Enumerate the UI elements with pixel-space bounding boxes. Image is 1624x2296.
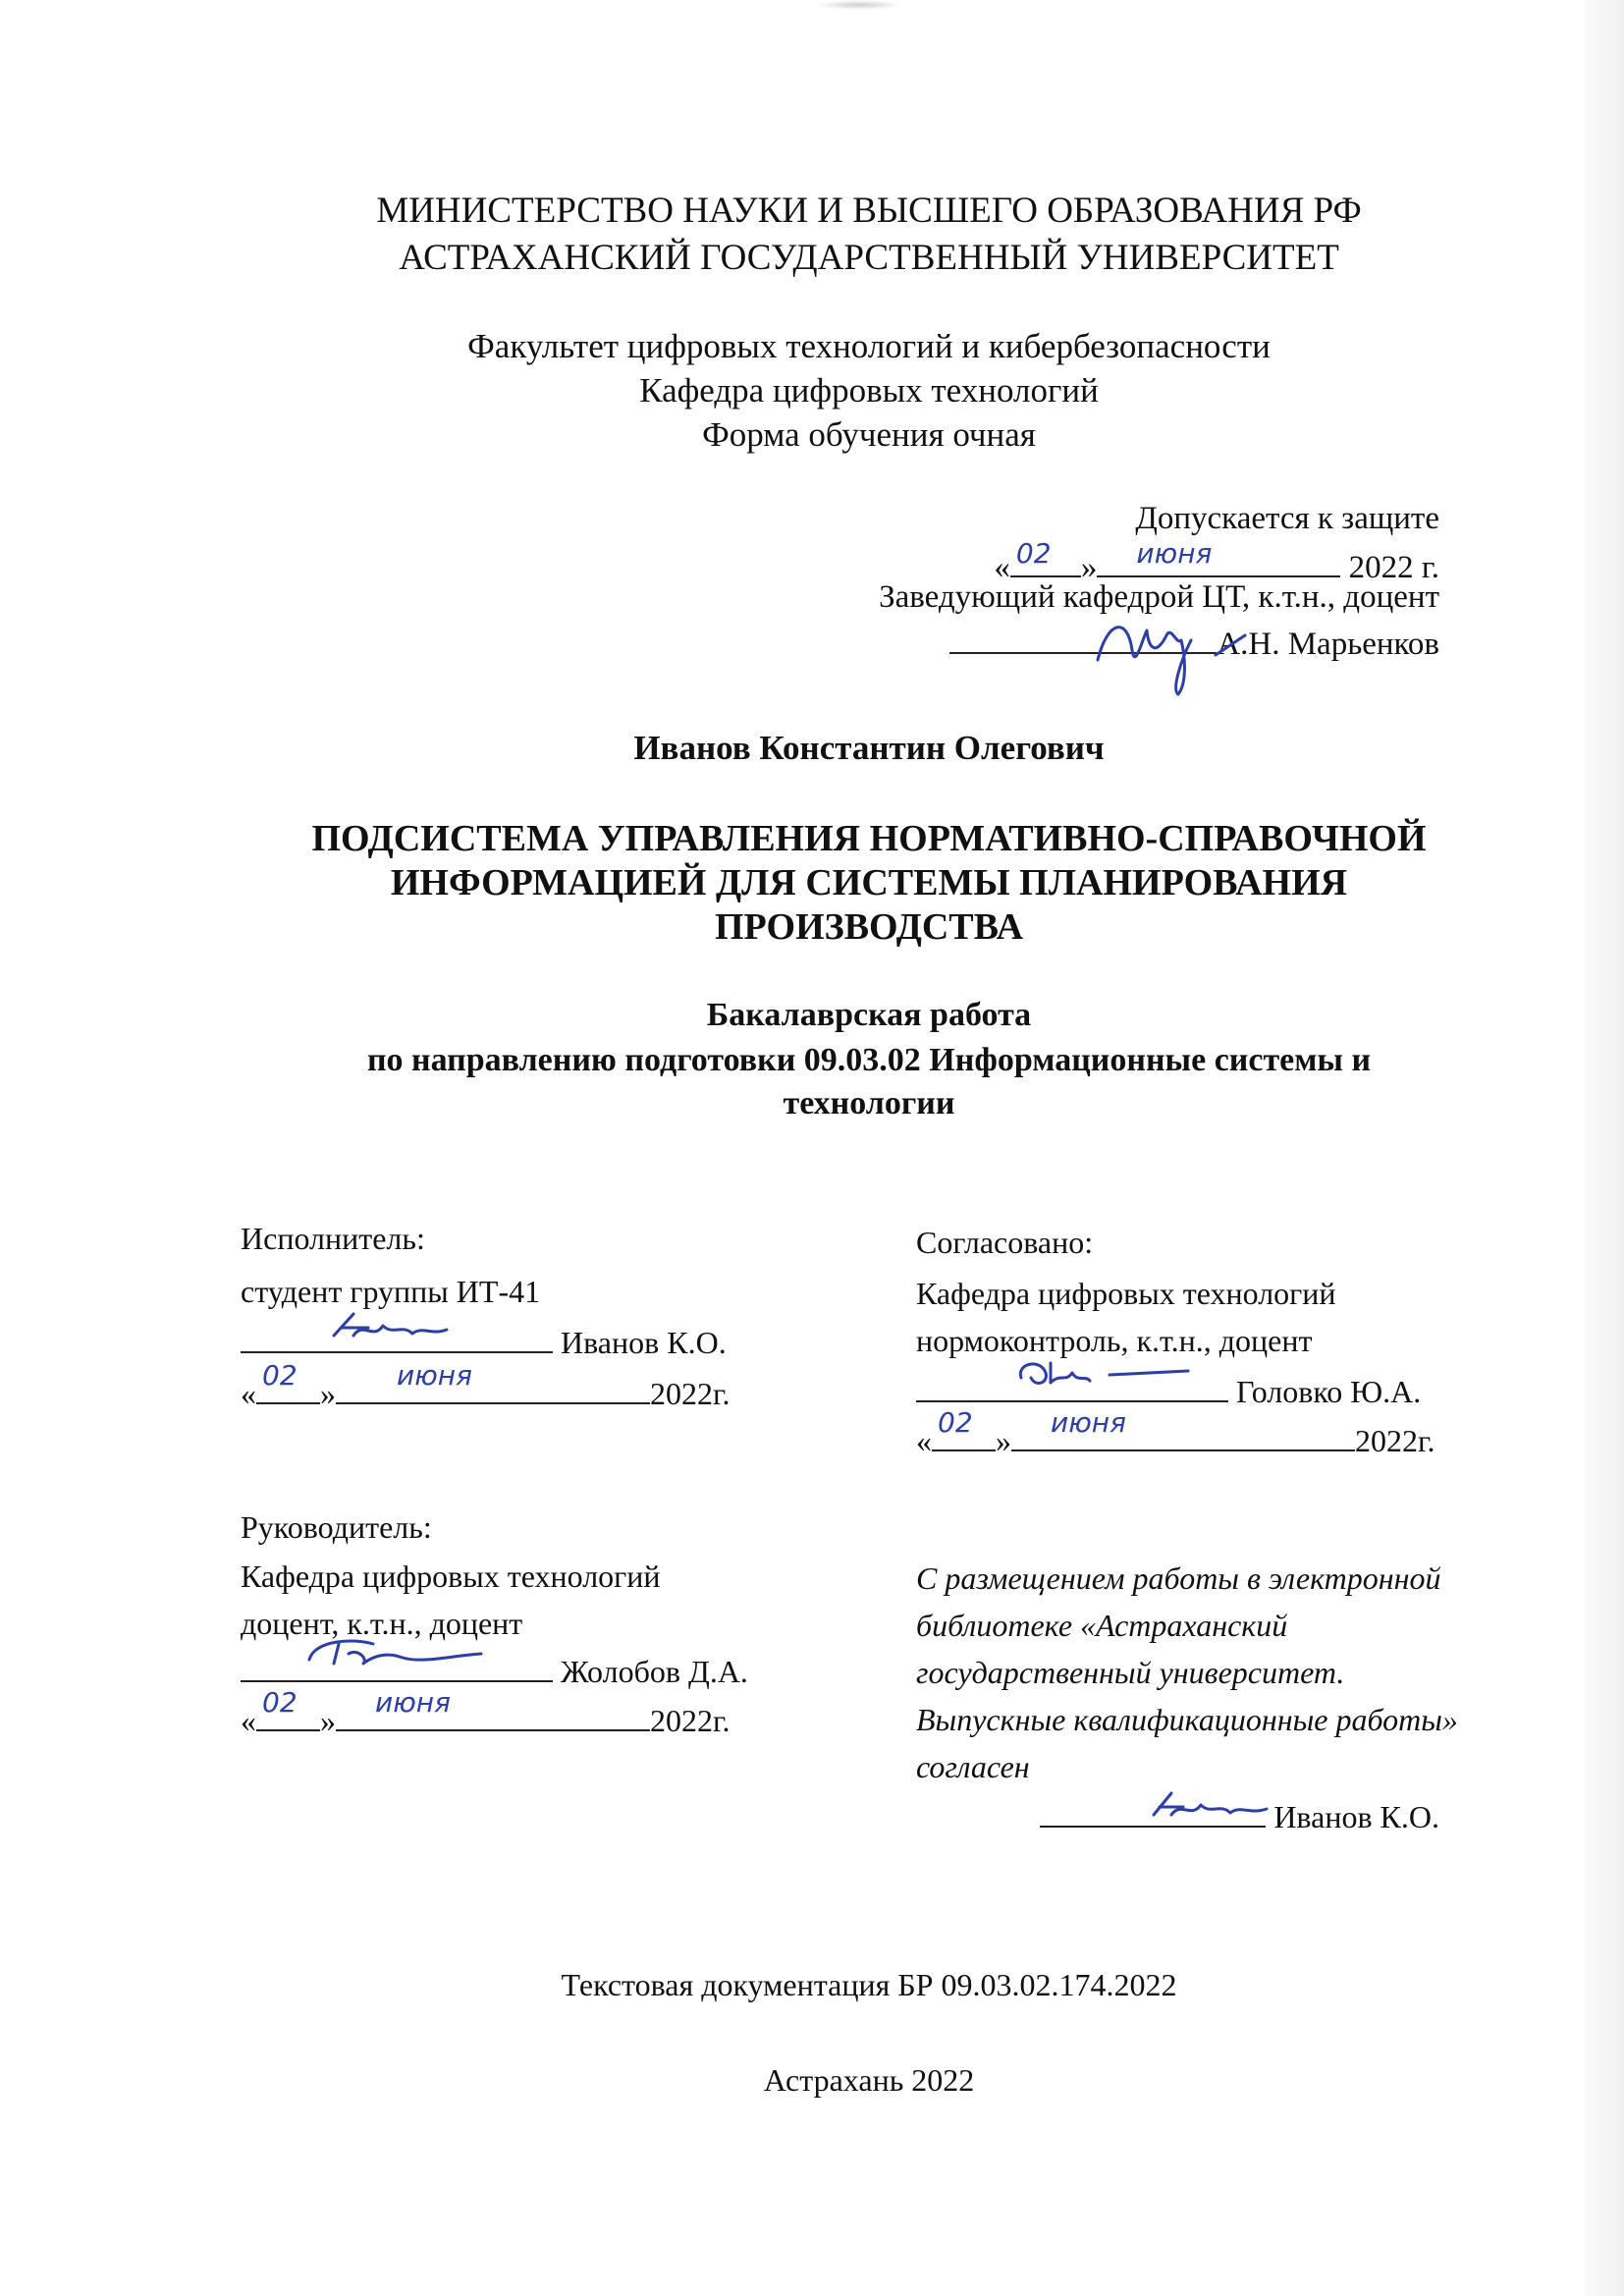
supervisor-signature (295, 1630, 491, 1679)
agreed-day-field (932, 1406, 996, 1451)
supervisor-label: Руководитель: (241, 1509, 432, 1545)
admitted-label: Допускается к защите (1135, 501, 1439, 536)
header-university: АСТРАХАНСКИЙ ГОСУДАРСТВЕННЫЙ УНИВЕРСИТЕТ (399, 238, 1339, 278)
header-ministry: МИНИСТЕРСТВО НАУКИ И ВЫСШЕГО ОБРАЗОВАНИЯ РФ (376, 191, 1362, 231)
work-direction-cont: технологии (783, 1085, 955, 1121)
agreed-day-handwritten: 02 (938, 1406, 973, 1439)
date-open-quote: « (994, 550, 1010, 585)
executor-signature-line (241, 1316, 727, 1367)
executor-day-field (256, 1359, 320, 1404)
agreed-date: « 02 » июня 2022г. (916, 1414, 1435, 1465)
executor-signature (324, 1306, 461, 1355)
consent-line-3: государственный университет. (916, 1655, 1345, 1690)
agreed-year: 2022г. (1355, 1423, 1435, 1458)
consent-line-2: библиотеке «Астраханский (916, 1608, 1288, 1643)
work-direction: по направлению подготовки 09.03.02 Информационные системы и (366, 1042, 1372, 1078)
supervisor-department: Кафедра цифровых технологий (241, 1558, 661, 1594)
approval-month-handwritten: июня (1136, 537, 1213, 570)
doc-code: Текстовая документация БР 09.03.02.174.2022 (561, 1967, 1177, 2002)
agreed-department: Кафедра цифровых технологий (916, 1276, 1336, 1311)
agreed-month-handwritten: июня (1051, 1406, 1126, 1439)
approval-day-handwritten: 02 (1015, 537, 1052, 570)
consent-name: Иванов К.О. (1273, 1799, 1439, 1834)
executor-label: Исполнитель: (241, 1221, 425, 1256)
consent-signature (1144, 1787, 1281, 1827)
approval-year: 2022 г. (1348, 550, 1439, 585)
thesis-title-line-1: ПОДСИСТЕМА УПРАВЛЕНИЯ НОРМАТИВНО-СПРАВОЧНОЙ (311, 818, 1427, 859)
supervisor-date: « 02 » июня 2022г. (241, 1694, 731, 1745)
head-name: А.Н. Марьенков (1217, 627, 1439, 662)
date-close-quote: » (1080, 550, 1098, 585)
executor-month-handwritten: июня (397, 1359, 472, 1392)
agreed-label: Согласовано: (916, 1225, 1094, 1260)
consent-line-1: С размещением работы в электронной (916, 1560, 1441, 1596)
head-signature (1088, 601, 1265, 699)
supervisor-role: доцент, к.т.н., доцент (241, 1606, 523, 1641)
study-form: Форма обучения очная (702, 415, 1036, 454)
thesis-title-line-3: ПРОИЗВОДСТВА (714, 906, 1024, 948)
head-role: Заведующий кафедрой ЦТ, к.т.н., доцент (879, 579, 1439, 615)
agreed-role: нормоконтроль, к.т.н., доцент (916, 1323, 1313, 1358)
executor-date: « 02 » июня 2022г. (241, 1367, 731, 1418)
department-name: Кафедра цифровых технологий (639, 371, 1099, 410)
executor-group: студент группы ИТ-41 (241, 1274, 541, 1309)
faculty-name: Факультет цифровых технологий и кибербезопасности (467, 327, 1271, 365)
city-year: Астрахань 2022 (763, 2062, 975, 2098)
agreed-signature (1011, 1353, 1208, 1402)
thesis-title-line-2: ИНФОРМАЦИЕЙ ДЛЯ СИСТЕМЫ ПЛАНИРОВАНИЯ (390, 862, 1348, 903)
approval-day-field (1010, 537, 1081, 577)
author-name: Иванов Константин Олегович (633, 729, 1105, 767)
supervisor-day-field (256, 1686, 320, 1731)
supervisor-name: Жолобов Д.А. (561, 1654, 748, 1689)
executor-day-handwritten: 02 (262, 1359, 298, 1392)
supervisor-month-handwritten: июня (375, 1686, 451, 1719)
agreed-name: Головко Ю.А. (1236, 1374, 1422, 1409)
approval-month-field (1097, 537, 1340, 577)
supervisor-year: 2022г. (650, 1703, 731, 1738)
consent-line-4: Выпускные квалификационные работы» (916, 1702, 1458, 1737)
scan-smudge (815, 0, 903, 10)
executor-name: Иванов К.О. (561, 1325, 727, 1360)
consent-line-5: согласен (916, 1749, 1030, 1784)
executor-year: 2022г. (650, 1376, 731, 1411)
supervisor-day-handwritten: 02 (262, 1686, 298, 1719)
work-type: Бакалаврская работа (706, 997, 1032, 1033)
